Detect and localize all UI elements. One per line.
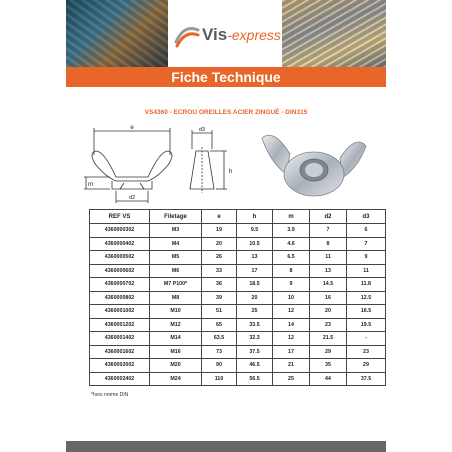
table-cell: 21 <box>273 359 310 373</box>
column-header: REF VS <box>90 210 150 224</box>
table-body <box>90 224 386 386</box>
table-cell: M24 <box>150 372 202 386</box>
table-row <box>90 237 386 251</box>
product-title: VS4360 - ECROU OREILLES ACIER ZINGUÉ - DIN315 <box>144 109 308 116</box>
table-row <box>90 251 386 265</box>
table-cell: 4360000602 <box>90 264 150 278</box>
table-cell: 12 <box>273 332 310 346</box>
header-banner <box>66 0 386 67</box>
table-row <box>90 372 386 386</box>
table-cell: M14 <box>150 332 202 346</box>
table-cell: 4360002402 <box>90 372 150 386</box>
column-header: d2 <box>310 210 347 224</box>
table-cell: 8 <box>310 237 347 251</box>
table-cell: 4360000302 <box>90 224 150 238</box>
logo-swoosh-icon <box>174 22 200 48</box>
table-cell: 11 <box>347 264 386 278</box>
table-cell: 4360000802 <box>90 291 150 305</box>
table-cell: 9 <box>347 251 386 265</box>
title-bar <box>66 67 386 87</box>
table-cell: 7 <box>310 224 347 238</box>
table-cell: 11 <box>310 251 347 265</box>
table-cell: 14 <box>273 318 310 332</box>
table-cell: 25 <box>237 305 273 319</box>
brand-logo <box>168 0 282 67</box>
footer-bar <box>66 441 386 452</box>
table-cell: 32.3 <box>237 332 273 346</box>
table-cell: M6 <box>150 264 202 278</box>
table-cell: 4360001602 <box>90 345 150 359</box>
column-header: h <box>237 210 273 224</box>
table-cell: 9.5 <box>237 224 273 238</box>
table-row <box>90 345 386 359</box>
table-cell: 13 <box>310 264 347 278</box>
dimension-label-d3: d3 <box>198 127 206 133</box>
column-header: Filetage <box>150 210 202 224</box>
table-row <box>90 318 386 332</box>
table-cell: M3 <box>150 224 202 238</box>
table-row <box>90 305 386 319</box>
footnote: *hors norme DIN <box>91 392 129 398</box>
brand-suffix: -express <box>227 27 281 43</box>
table-cell: 12.5 <box>347 291 386 305</box>
table-cell: 51 <box>202 305 237 319</box>
table-cell: 10.5 <box>237 237 273 251</box>
banner-title: Fiche Technique <box>171 69 281 85</box>
table-row <box>90 359 386 373</box>
table-cell: 12 <box>273 305 310 319</box>
table-cell: 25 <box>273 372 310 386</box>
table-cell: M10 <box>150 305 202 319</box>
table-cell: 11.8 <box>347 278 386 292</box>
table-cell: M7 P100* <box>150 278 202 292</box>
brand-wordmark <box>202 25 281 45</box>
column-header: m <box>273 210 310 224</box>
column-header: d3 <box>347 210 386 224</box>
table-cell: 44 <box>310 372 347 386</box>
table-cell: 14.5 <box>310 278 347 292</box>
table-cell: 65 <box>202 318 237 332</box>
table-cell: 4360000502 <box>90 251 150 265</box>
table-cell: 73 <box>202 345 237 359</box>
brand-name: Vis <box>202 25 228 44</box>
dimension-label-d2: d2 <box>128 195 136 201</box>
table-cell: 18.5 <box>237 278 273 292</box>
table-cell: 33.5 <box>237 318 273 332</box>
wing-nut-technical-drawing <box>84 125 274 207</box>
table-cell: 33 <box>202 264 237 278</box>
table-row <box>90 332 386 346</box>
table-cell: 26 <box>202 251 237 265</box>
table-cell: 37.5 <box>347 372 386 386</box>
table-cell: 19.5 <box>347 318 386 332</box>
table-cell: 9 <box>273 278 310 292</box>
table-cell: 29 <box>347 359 386 373</box>
table-cell: 4360000702 <box>90 278 150 292</box>
table-cell: - <box>347 332 386 346</box>
table-cell: 56.5 <box>237 372 273 386</box>
table-cell: 29 <box>310 345 347 359</box>
table-cell: 4360002002 <box>90 359 150 373</box>
table-cell: 21.5 <box>310 332 347 346</box>
tools-photo <box>66 0 168 67</box>
table-cell: 23 <box>347 345 386 359</box>
table-cell: 17 <box>237 264 273 278</box>
table-cell: 90 <box>202 359 237 373</box>
table-cell: M4 <box>150 237 202 251</box>
table-cell: 4.6 <box>273 237 310 251</box>
table-cell: 36 <box>202 278 237 292</box>
table-row <box>90 278 386 292</box>
table-cell: 35 <box>310 359 347 373</box>
column-header: e <box>202 210 237 224</box>
table-cell: 23 <box>310 318 347 332</box>
screws-photo <box>282 0 386 67</box>
table-cell: 4360001402 <box>90 332 150 346</box>
table-cell: 6.5 <box>273 251 310 265</box>
table-cell: 8 <box>273 264 310 278</box>
table-cell: M12 <box>150 318 202 332</box>
table-cell: 110 <box>202 372 237 386</box>
table-cell: 46.5 <box>237 359 273 373</box>
table-cell: M16 <box>150 345 202 359</box>
table-cell: 20 <box>237 291 273 305</box>
technical-sheet-page <box>66 0 386 452</box>
table-cell: 10 <box>273 291 310 305</box>
table-cell: 63.5 <box>202 332 237 346</box>
table-cell: 4360001202 <box>90 318 150 332</box>
table-cell: 13 <box>237 251 273 265</box>
table-cell: 3.9 <box>273 224 310 238</box>
table-cell: 17 <box>273 345 310 359</box>
table-header-row <box>90 210 386 224</box>
table-cell: 39 <box>202 291 237 305</box>
table-cell: 16.5 <box>347 305 386 319</box>
dimension-label-e: e <box>130 125 134 131</box>
table-cell: 4360001002 <box>90 305 150 319</box>
dimension-label-m: m <box>88 182 93 188</box>
dimension-label-h: h <box>229 169 233 175</box>
spec-table <box>89 209 386 386</box>
table-cell: 19 <box>202 224 237 238</box>
table-cell: 20 <box>310 305 347 319</box>
table-cell: 37.5 <box>237 345 273 359</box>
wing-nut-photo <box>256 128 372 204</box>
table-cell: 16 <box>310 291 347 305</box>
table-cell: 20 <box>202 237 237 251</box>
table-cell: M5 <box>150 251 202 265</box>
table-cell: 7 <box>347 237 386 251</box>
table-cell: 4360000402 <box>90 237 150 251</box>
table-cell: 6 <box>347 224 386 238</box>
table-cell: M20 <box>150 359 202 373</box>
table-row <box>90 264 386 278</box>
table-cell: M8 <box>150 291 202 305</box>
table-row <box>90 291 386 305</box>
table-row <box>90 224 386 238</box>
